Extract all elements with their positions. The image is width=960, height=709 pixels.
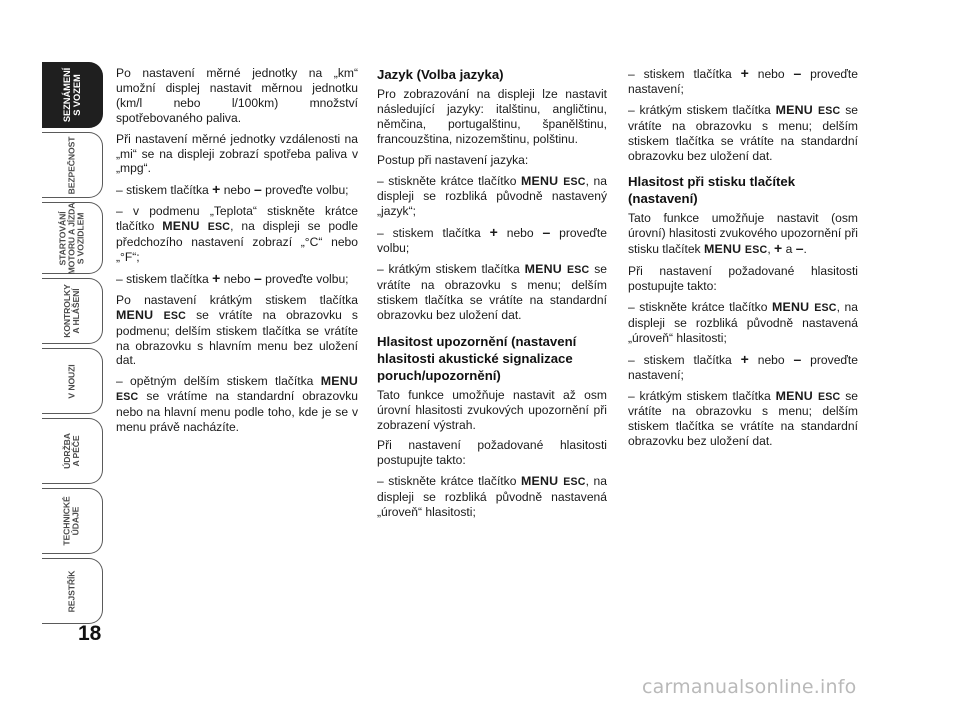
paragraph: Tato funkce umožňuje nastavit (osm úrovní) hlasitosti zvukového upozornění při stisku tlačítek MENU ESC, + a –. [628, 211, 858, 257]
paragraph: Při nastavení požadované hlasitosti postupujte takto: [377, 438, 607, 468]
paragraph: – stiskem tlačítka + nebo – proveďte volbu; [116, 181, 349, 198]
minus-key-icon: – [795, 240, 804, 257]
menu-esc-key: MENU ESC [703, 242, 768, 257]
minus-key-icon: – [253, 181, 262, 198]
watermark: carmanualsonline.info [642, 676, 857, 698]
paragraph: Při nastavení požadované hlasitosti postupujte takto: [628, 264, 858, 294]
menu-esc-key: MENU ESC [521, 474, 586, 489]
tab-v-nouzi[interactable]: V NOUZI [42, 348, 103, 414]
tab-udrzba[interactable]: ÚDRŽBA A PÉČE [42, 418, 103, 484]
menu-esc-key: MENU ESC [772, 299, 837, 314]
paragraph: Postup při nastavení jazyka: [377, 152, 529, 167]
menu-esc-key: MENU ESC [775, 388, 841, 403]
column-2 [377, 66, 607, 526]
menu-esc-key: MENU ESC [116, 307, 187, 322]
paragraph: – stiskněte krátce tlačítko MENU ESC, na displeji se rozbliká původně nastavená „úroveň“ hlasitosti; [377, 474, 607, 520]
heading-hlasitost-tlacitek: Hlasitost při stisku tlačítek (nastavení) [628, 174, 796, 207]
paragraph: Po nastavení měrné jednotky na „km“ umožní displej nastavit měrnou jednotku (km/l nebo l/100km) množství spotřebovaného paliva. [116, 66, 358, 125]
menu-esc-key: MENU ESC [521, 173, 586, 188]
menu-esc-key: MENU ESC [162, 219, 231, 234]
plus-key-icon: + [212, 269, 221, 286]
paragraph: – krátkým stiskem tlačítka MENU ESC se vrátíte na obrazovku s menu; delším stiskem tlačítka se vrátíte na standardní obrazovku bez uložení dat. [377, 262, 607, 322]
plus-key-icon: + [740, 65, 749, 81]
paragraph: Po nastavení krátkým stiskem tlačítka MENU ESC se vrátíte na obrazovku s podmenu; delším stiskem tlačítka se vrátíte na obrazovku s hlavním menu bez uložení dat. [116, 292, 358, 368]
paragraph: Tato funkce umožňuje nastavit až osm úrovní hlasitosti zvukových upozornění při zobrazení výstrah. [377, 387, 607, 432]
column-3 [628, 66, 858, 455]
plus-key-icon: + [212, 181, 221, 198]
menu-esc-key: MENU ESC [775, 102, 841, 117]
minus-key-icon: – [542, 224, 551, 241]
tab-technicke-udaje[interactable]: TECHNICKÉ ÚDAJE [42, 488, 103, 554]
heading-hlasitost-upozorneni: Hlasitost upozornění (nastavení hlasitosti akustické signalizace poruch/upozornění) [377, 333, 577, 383]
tab-rejstrik[interactable]: REJSTŘÍK [42, 558, 103, 624]
tab-seznameni-s-vozem[interactable]: SEZNÁMENÍ S VOZEM [42, 62, 103, 128]
paragraph: – stiskem tlačítka + nebo – proveďte volbu; [116, 269, 349, 286]
paragraph: – stiskněte krátce tlačítko MENU ESC, na displeji se rozbliká původně nastavený „jazyk“; [377, 173, 607, 219]
paragraph: – stiskem tlačítka + nebo – proveďte nastavení; [628, 65, 858, 96]
paragraph: – v podmenu „Teplota“ stiskněte krátce tlačítko MENU ESC, na displeji se podle předchozího nastavení zobrazí „°C“ nebo „°F“; [116, 204, 358, 264]
page-number: 18 [78, 622, 102, 645]
menu-esc-key: MENU ESC [116, 374, 358, 404]
tab-startovani[interactable]: STARTOVÁNÍ MOTORU A JÍZDA S VOZIDLEM [42, 202, 103, 274]
paragraph: – stiskem tlačítka + nebo – proveďte volbu; [377, 224, 607, 256]
minus-key-icon: – [253, 269, 262, 286]
paragraph: – krátkým stiskem tlačítka MENU ESC se vrátíte na obrazovku s menu; delším stiskem tlačítka se vrátíte na standardní obrazovku bez uložení dat. [628, 388, 858, 449]
paragraph: Při nastavení měrné jednotky vzdálenosti na „mi“ se na displeji zobrazí spotřeba paliva v „mpg“. [116, 131, 358, 176]
plus-key-icon: + [740, 350, 749, 367]
tab-bezpecnost[interactable]: BEZPEČNOST [42, 132, 103, 198]
paragraph: – opětným delším stiskem tlačítka MENU ESC se vrátíme na standardní obrazovku nebo na hlavní menu podle toho, kde je se v menu právě nacházíte. [116, 374, 358, 435]
column-1 [116, 66, 358, 441]
paragraph: – stiskněte krátce tlačítko MENU ESC, na displeji se rozbliká původně nastavená „úroveň“ hlasitosti; [628, 299, 858, 345]
plus-key-icon: + [774, 240, 783, 257]
paragraph: – stiskem tlačítka + nebo – proveďte nastavení; [628, 350, 858, 382]
tab-kontrolky[interactable]: KONTROLKY A HLÁŠENÍ [42, 278, 103, 344]
paragraph: Pro zobrazování na displeji lze nastavit následující jazyky: italštinu, angličtinu, němčina, portugalštinu, španělštinu, francouzština, nizozemštinu, polštinu. [377, 87, 607, 146]
heading-jazyk: Jazyk (Volba jazyka) [377, 67, 504, 82]
paragraph: – krátkým stiskem tlačítka MENU ESC se vrátíte na obrazovku s menu; delším stiskem tlačítka se vrátíte na standardní obrazovku bez uložení dat. [628, 102, 858, 163]
menu-esc-key: MENU ESC [524, 262, 590, 277]
minus-key-icon: – [793, 350, 802, 367]
minus-key-icon: – [793, 65, 802, 81]
plus-key-icon: + [489, 224, 498, 241]
